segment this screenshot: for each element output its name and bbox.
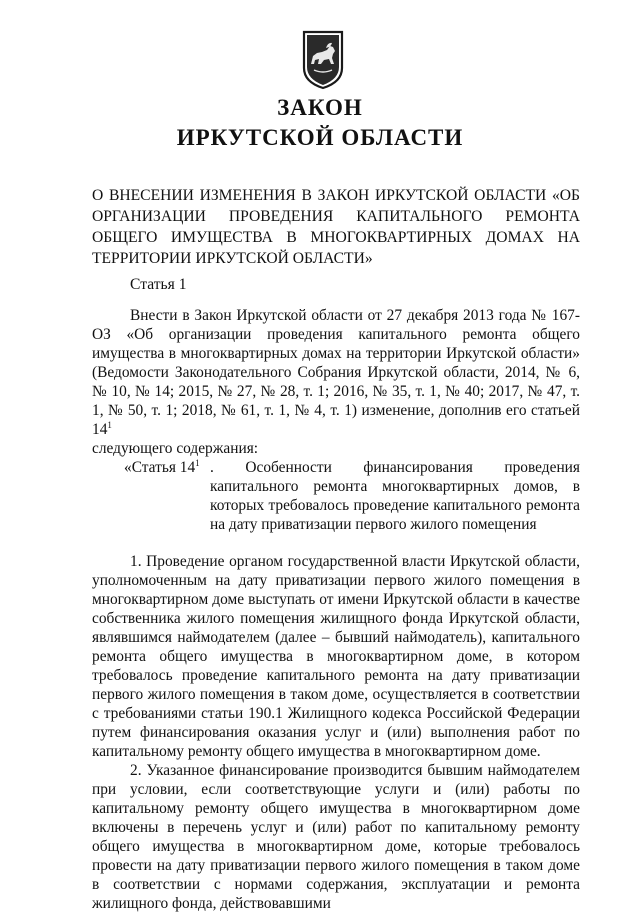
law-heading: О ВНЕСЕНИИ ИЗМЕНЕНИЯ В ЗАКОН ИРКУТСКОЙ ОБЛАСТИ «ОБ ОРГАНИЗАЦИИ ПРОВЕДЕНИЯ КАПИТАЛЬНОГО РЕМОНТА ОБЩЕГО ИМУЩЕСТВА В МНОГОКВАРТИРНЫХ ДОМАХ НА ТЕРРИТОРИИ ИРКУТСКОЙ ОБЛАСТИ»: [92, 187, 580, 267]
intro-superscript: 1: [107, 420, 112, 430]
law-body: [92, 306, 580, 913]
article-14-1-lead: [124, 458, 200, 477]
law-region-title: ИРКУТСКОЙ ОБЛАСТИ: [176, 125, 464, 150]
article-label: Статья 1: [130, 276, 187, 293]
intro-paragraph: [92, 306, 580, 439]
article-14-1-label: «Статья 14: [124, 459, 196, 476]
article-14-1-title: . Особенности финансирования проведения капитального ремонта многоквартирных домов, в которых требовалось проведение капитального ремонта на дату приватизации первого жилого помещения: [210, 459, 580, 533]
paragraph-1: 1. Проведение органом государственной власти Иркутской области, уполномоченным на дату приватизации первого жилого помещения в многоквартирном доме выступать от имени Иркутской области в качестве собственника жилого помещения жилищного фонда Иркутской области, являвшимся наймодателем (далее – бывший наймодатель), капитального ремонта общего имущества в многоквартирном доме, в котором требовалось проведение капитального ремонта на дату приватизации первого жилого помещения в таком доме, осуществляется в соответствии с требованиями статьи 190.1 Жилищного кодекса Российской Федерации путем финансирования оказания услуг и (или) выполнения работ по капитальному ремонту общего имущества в многоквартирном доме.: [92, 553, 580, 760]
intro-continuation: следующего содержания:: [92, 440, 259, 457]
paragraph-2: 2. Указанное финансирование производится бывшим наймодателем при условии, если соответствующие услуги и (или) работы по капитальному ремонту общего имущества в многоквартирном доме включены в перечень услуг и (или) работ по капитальному ремонту общего имущества в многоквартирном доме, которые требовалось провести на дату приватизации первого жилого помещения в таком доме в соответствии с нормами содержания, эксплуатации и ремонта жилищного фонда, действовавшими: [92, 762, 580, 912]
article-14-1-heading: [92, 458, 580, 534]
article-14-1-superscript: 1: [195, 458, 200, 468]
intro-text: Внести в Закон Иркутской области от 27 декабря 2013 года № 167-ОЗ «Об организации проведения капитального ремонта общего имущества в многоквартирных домах на территории Иркутской области» (Ведомости Законодательного Собрания Иркутской области, 2014, № 6, № 10, № 14; 2015, № 27, № 28, т. 1; 2016, № 35, т. 1, № 40; 2017, № 47, т. 1, № 50, т. 1; 2018, № 61, т. 1, № 4, т. 1) изменение, дополнив его статьей 14: [92, 307, 580, 438]
law-title: ЗАКОН: [277, 95, 363, 120]
coat-of-arms-icon: [302, 28, 344, 90]
